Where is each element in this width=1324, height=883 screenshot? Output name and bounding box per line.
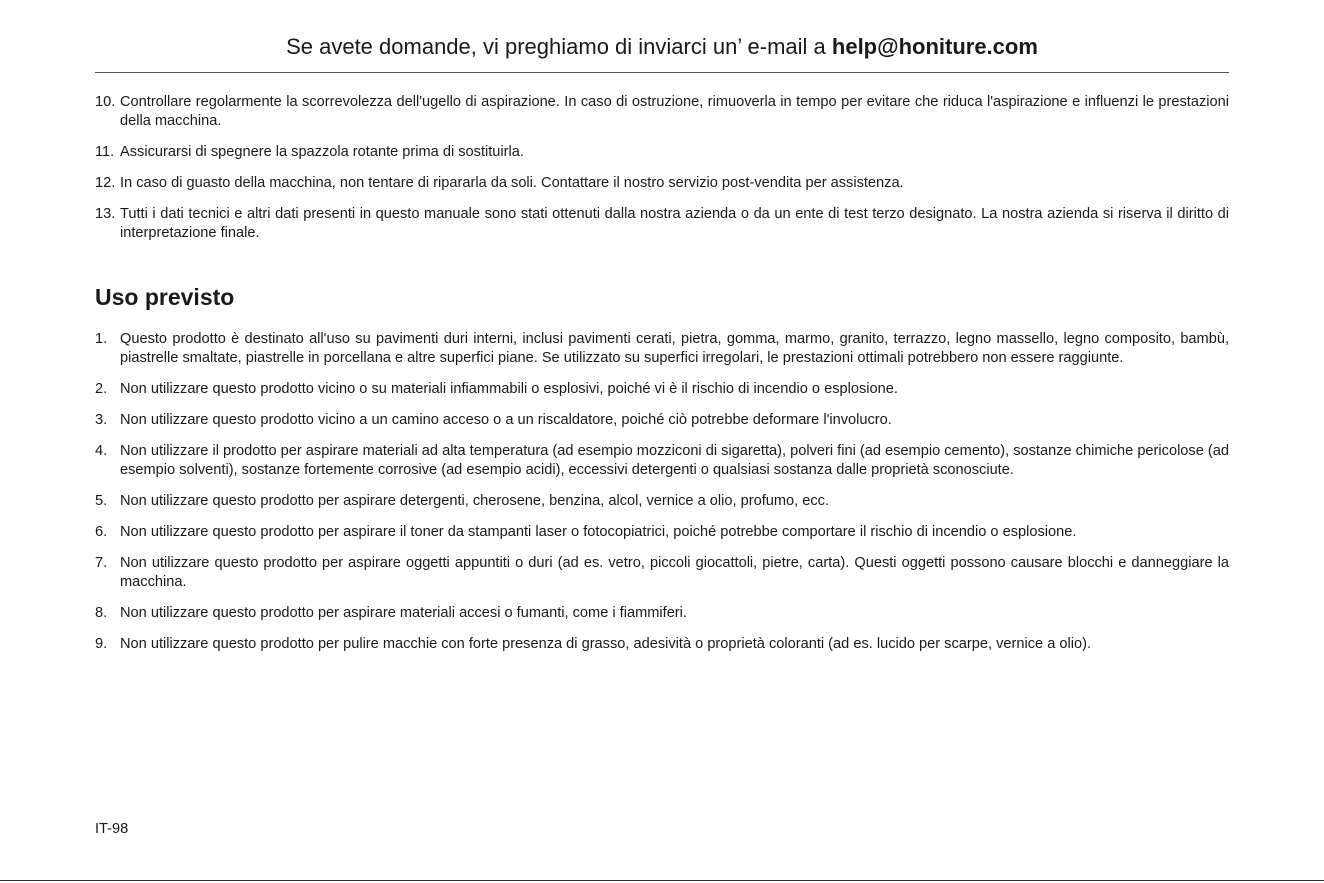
item-number: 8.: [95, 605, 108, 621]
page-number: IT-98: [95, 821, 129, 837]
item-number: 12.: [95, 175, 116, 191]
list-item: [95, 174, 1229, 193]
list-item: [95, 411, 1229, 430]
list-item: [95, 492, 1229, 511]
item-number: 13.: [95, 206, 116, 222]
item-number: 4.: [95, 443, 108, 459]
header-divider: [95, 72, 1229, 73]
list-item: [95, 93, 1229, 131]
support-email: help@honiture.com: [831, 34, 1038, 59]
item-text: Assicurarsi di spegnere la spazzola rotante prima di sostituirla.: [120, 144, 524, 160]
item-number: 2.: [95, 381, 108, 397]
item-number: 1.: [95, 331, 108, 347]
header-text: Se avete domande, vi preghiamo di inviarci un’ e-mail a: [286, 34, 832, 59]
maintenance-list: [95, 93, 1229, 255]
bottom-divider: [0, 880, 1324, 881]
list-item: [95, 143, 1229, 162]
list-item: [95, 205, 1229, 243]
item-number: 6.: [95, 524, 108, 540]
list-item: [95, 442, 1229, 480]
list-item: [95, 604, 1229, 623]
item-number: 9.: [95, 636, 108, 652]
page-header: [95, 30, 1229, 64]
list-item: [95, 380, 1229, 399]
item-number: 11.: [95, 144, 115, 160]
item-text: Non utilizzare questo prodotto vicino o su materiali infiammabili o esplosivi, poiché vi è il rischio di incendio o esplosione.: [120, 381, 898, 397]
item-text: Questo prodotto è destinato all'uso su pavimenti duri interni, inclusi pavimenti cerati, pietra, gomma, marmo, granito, terrazzo, legno massello, legno composito, bambù, piastrelle smaltate, piastrelle in porcellana e altre superfici piane. Se utilizzato su superfici irregolari, le prestazioni ottimali potrebbero non essere raggiunte.: [120, 331, 1229, 366]
item-text: In caso di guasto della macchina, non tentare di ripararla da soli. Contattare il nostro servizio post-vendita per assistenza.: [120, 175, 904, 191]
item-number: 7.: [95, 555, 108, 571]
item-number: 10.: [95, 94, 116, 110]
list-item: [95, 554, 1229, 592]
item-number: 5.: [95, 493, 108, 509]
section-title: Uso previsto: [95, 284, 235, 310]
item-text: Controllare regolarmente la scorrevolezza dell'ugello di aspirazione. In caso di ostruzione, rimuoverla in tempo per evitare che riduca l'aspirazione e influenzi le prestazioni della macchina.: [120, 94, 1229, 129]
item-text: Tutti i dati tecnici e altri dati presenti in questo manuale sono stati ottenuti dalla nostra azienda o da un ente di test terzo designato. La nostra azienda si riserva il diritto di interpretazione finale.: [120, 206, 1229, 241]
list-item: [95, 635, 1229, 654]
item-text: Non utilizzare questo prodotto per aspirare oggetti appuntiti o duri (ad es. vetro, piccoli giocattoli, pietre, carta). Questi oggetti possono causare blocchi e danneggiare la macchina.: [120, 555, 1229, 590]
item-text: Non utilizzare il prodotto per aspirare materiali ad alta temperatura (ad esempio mozziconi di sigaretta), polveri fini (ad esempio cemento), sostanze chimiche pericolose (ad esempio solventi), sostanze fortemente corrosive (ad esempio acidi), eccessivi detergenti o qualsiasi sostanza dalle proprietà sconosciute.: [120, 443, 1229, 478]
intended-use-list: [95, 330, 1229, 666]
item-text: Non utilizzare questo prodotto per aspirare materiali accesi o fumanti, come i fiammiferi.: [120, 605, 687, 621]
item-text: Non utilizzare questo prodotto per aspirare il toner da stampanti laser o fotocopiatrici, poiché potrebbe comportare il rischio di incendio o esplosione.: [120, 524, 1077, 540]
item-number: 3.: [95, 412, 108, 428]
item-text: Non utilizzare questo prodotto per aspirare detergenti, cherosene, benzina, alcol, vernice a olio, profumo, ecc.: [120, 493, 830, 509]
item-text: Non utilizzare questo prodotto vicino a un camino acceso o a un riscaldatore, poiché ciò potrebbe deformare l'involucro.: [120, 412, 892, 428]
item-text: Non utilizzare questo prodotto per pulire macchie con forte presenza di grasso, adesività o proprietà coloranti (ad es. lucido per scarpe, vernice a olio).: [120, 636, 1091, 652]
list-item: [95, 330, 1229, 368]
list-item: [95, 523, 1229, 542]
